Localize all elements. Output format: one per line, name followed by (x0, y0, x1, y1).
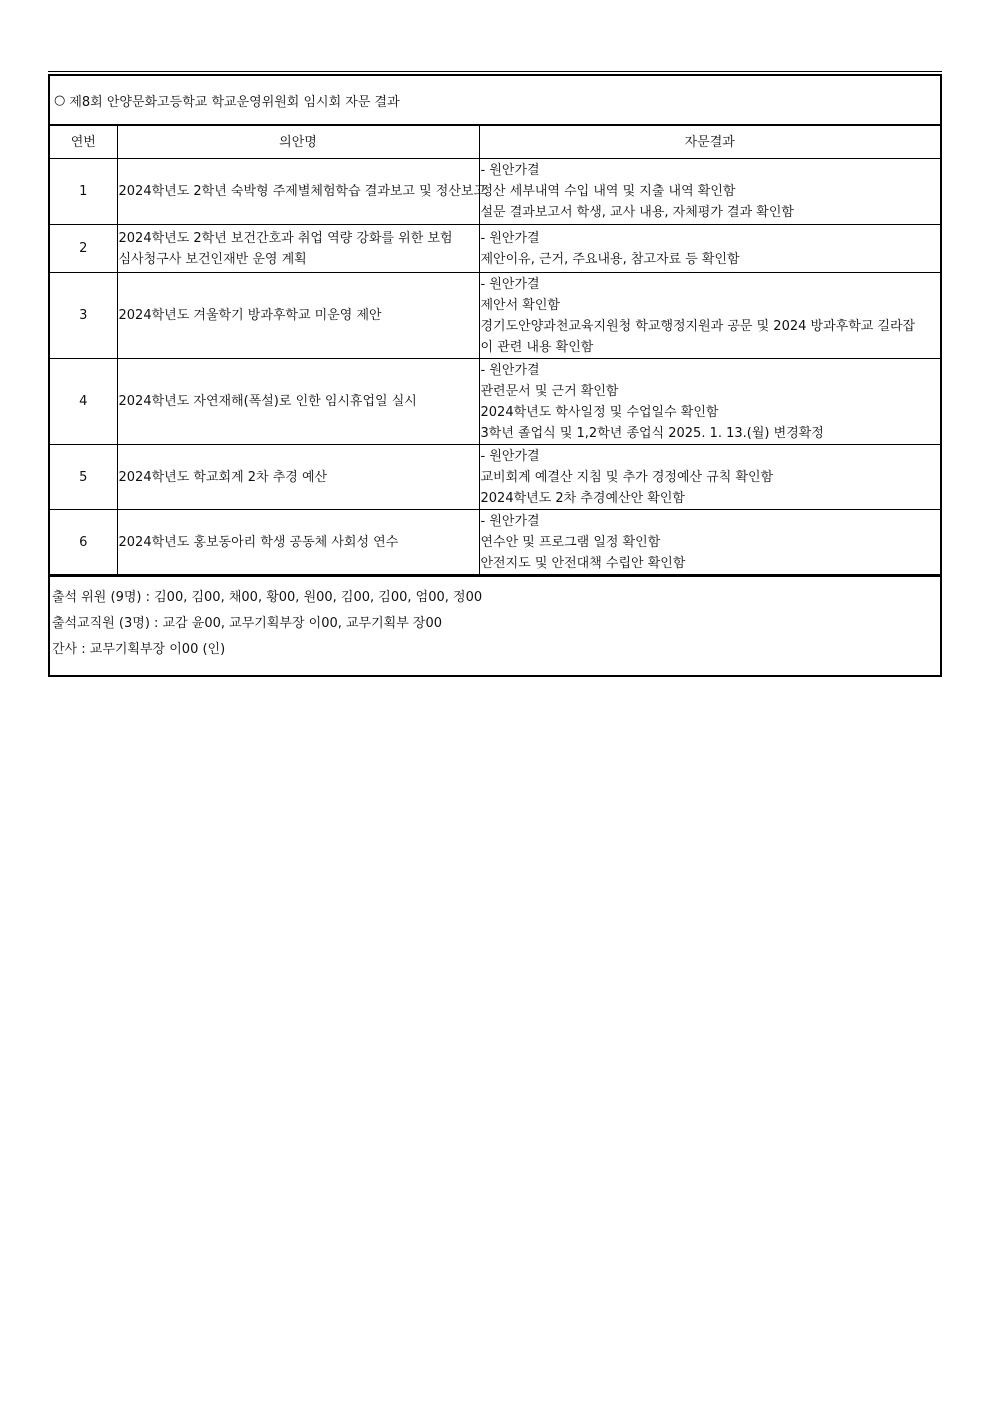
agenda-title (117, 510, 479, 575)
agenda-title (117, 359, 479, 445)
table-row (50, 510, 940, 575)
result-line: - 원안가결 (480, 513, 540, 529)
result-line: 이 관련 내용 확인함 (480, 339, 594, 355)
table-header-row (50, 126, 940, 159)
agenda-title (117, 273, 479, 359)
row-number: 6 (50, 510, 117, 575)
advisory-result (479, 159, 940, 225)
row-number: 1 (50, 159, 117, 225)
advisory-result (479, 273, 940, 359)
advisory-result (479, 445, 940, 510)
agenda-line: 2024학년도 2학년 숙박형 주제별체험학습 결과보고 및 정산보고 (118, 184, 487, 199)
result-line: - 원안가결 (480, 163, 540, 178)
agenda-table (50, 125, 940, 575)
advisory-result (479, 225, 940, 273)
row-number: 2 (50, 225, 117, 273)
result-line: - 원안가결 (480, 276, 540, 292)
advisory-result (479, 359, 940, 445)
agenda-line: 2024학년도 학교회계 2차 추경 예산 (118, 469, 328, 485)
result-line: 교비회계 예결산 지침 및 추가 경정예산 규칙 확인함 (480, 469, 774, 485)
result-line: 3학년 졸업식 및 1,2학년 종업식 2025. 1. 13.(월) 변경확정 (480, 425, 824, 441)
result-line: 안전지도 및 안전대책 수립안 확인함 (480, 555, 686, 571)
result-line: 제안이유, 근거, 주요내용, 참고자료 등 확인함 (480, 251, 740, 267)
advisory-result-document (48, 74, 942, 677)
result-line: 2024학년도 2차 추경예산안 확인함 (480, 490, 685, 506)
row-number: 3 (50, 273, 117, 359)
result-line: 연수안 및 프로그램 일정 확인함 (480, 534, 661, 550)
result-line: 2024학년도 학사일정 및 수업일수 확인함 (480, 404, 719, 420)
agenda-title (117, 225, 479, 273)
table-row (50, 159, 940, 225)
result-line: 경기도안양과천교육지원청 학교행정지원과 공문 및 2024 방과후학교 길라잡 (480, 318, 916, 334)
result-line: 제안서 확인함 (480, 297, 560, 313)
table-row (50, 273, 940, 359)
secretary: 간사 : 교무기획부장 이00 (인) (52, 642, 226, 657)
result-line: - 원안가결 (480, 362, 540, 378)
result-line: 관련문서 및 근거 확인함 (480, 383, 619, 399)
header-number: 연번 (50, 126, 117, 159)
document-title (50, 76, 940, 125)
agenda-line: 2024학년도 겨울학기 방과후학교 미운영 제안 (118, 308, 382, 323)
header-agenda: 의안명 (117, 126, 479, 159)
table-row (50, 445, 940, 510)
title-text: 제8회 안양문화고등학교 학교운영위원회 임시회 자문 결과 (69, 94, 400, 110)
result-line: - 원안가결 (480, 448, 540, 464)
header-result: 자문결과 (479, 126, 940, 159)
table-row (50, 359, 940, 445)
agenda-line: 2024학년도 2학년 보건간호과 취업 역량 강화를 위한 보험 (118, 230, 453, 246)
agenda-line: 2024학년도 홍보동아리 학생 공동체 사회성 연수 (118, 534, 399, 550)
row-number: 5 (50, 445, 117, 510)
attending-members: 출석 위원 (9명) : 김00, 김00, 채00, 황00, 원00, 김00, 김00, 엄00, 정00 (52, 590, 483, 605)
row-number: 4 (50, 359, 117, 445)
agenda-title (117, 159, 487, 225)
result-line: 정산 세부내역 수입 내역 및 지출 내역 확인함 (480, 184, 736, 199)
agenda-title (117, 445, 479, 510)
attendance-section (50, 575, 940, 675)
attending-staff: 출석교직원 (3명) : 교감 윤00, 교무기획부장 이00, 교무기획부 장00 (52, 616, 443, 631)
circle-bullet-icon: ○ (54, 92, 66, 108)
advisory-result (479, 510, 940, 575)
top-rule (48, 71, 942, 72)
agenda-line: 2024학년도 자연재해(폭설)로 인한 임시휴업일 실시 (118, 394, 417, 409)
result-line: 설문 결과보고서 학생, 교사 내용, 자체평가 결과 확인함 (480, 205, 794, 220)
table-row (50, 225, 940, 273)
agenda-line: 심사청구사 보건인재반 운영 계획 (118, 251, 307, 267)
result-line: - 원안가결 (480, 230, 540, 246)
